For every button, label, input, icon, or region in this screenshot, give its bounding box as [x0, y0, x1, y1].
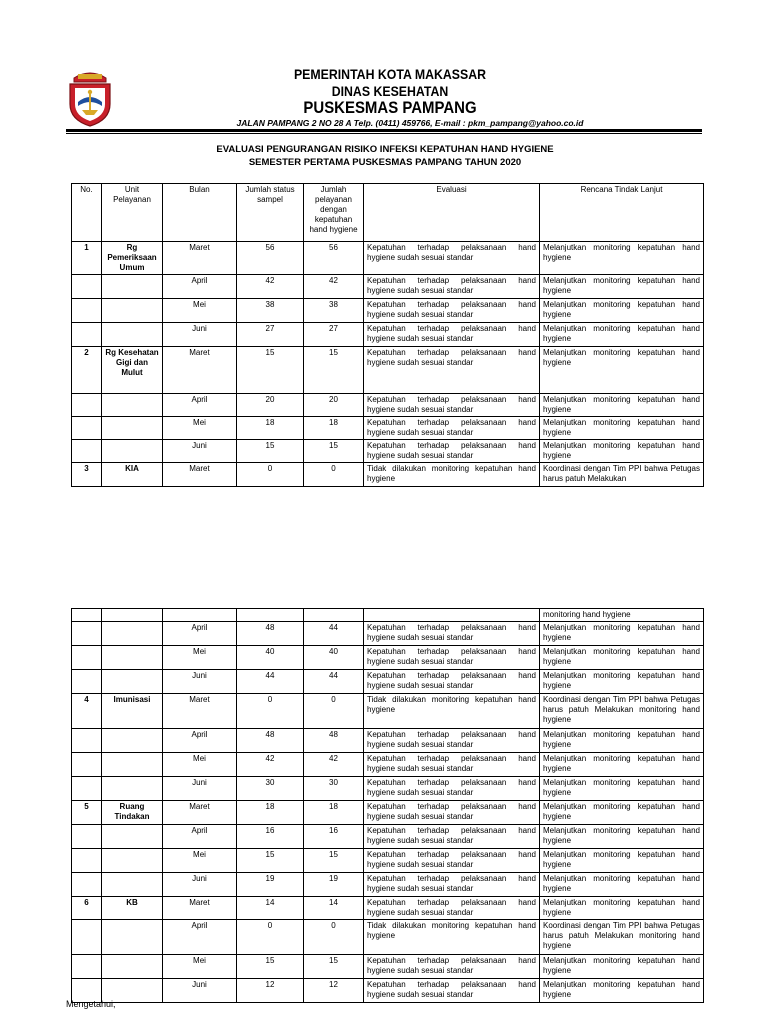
- cell-unit: [102, 670, 163, 694]
- cell-patuh: 16: [304, 825, 364, 849]
- cell-evaluasi: Kepatuhan terhadap pelaksanaan hand hygiene sudah sesuai standar: [364, 417, 540, 440]
- cell-patuh: 18: [304, 417, 364, 440]
- cell-evaluasi: Kepatuhan terhadap pelaksanaan hand hygiene sudah sesuai standar: [364, 242, 540, 275]
- cell-rtl: Melanjutkan monitoring kepatuhan hand hygiene: [540, 873, 704, 897]
- cell-evaluasi: Kepatuhan terhadap pelaksanaan hand hygiene sudah sesuai standar: [364, 955, 540, 979]
- cell-evaluasi: Kepatuhan terhadap pelaksanaan hand hygiene sudah sesuai standar: [364, 323, 540, 347]
- cell-patuh: 12: [304, 979, 364, 1003]
- cell-rtl: Melanjutkan monitoring kepatuhan hand hygiene: [540, 394, 704, 417]
- cell-evaluasi: Kepatuhan terhadap pelaksanaan hand hygiene sudah sesuai standar: [364, 801, 540, 825]
- cell-unit: [102, 729, 163, 753]
- cell-evaluasi: [364, 609, 540, 622]
- cell-unit: Rg Pemeriksaan Umum: [102, 242, 163, 275]
- cell-bulan: Mei: [163, 417, 237, 440]
- cell-sampel: 0: [237, 463, 304, 487]
- header-address: JALAN PAMPANG 2 NO 28 A Telp. (0411) 459766, E-mail : pkm_pampang@yahoo.co.id: [236, 118, 584, 128]
- col-header-unit: Unit Pelayanan: [102, 184, 163, 242]
- cell-unit: [102, 753, 163, 777]
- cell-bulan: April: [163, 275, 237, 299]
- cell-no: [72, 394, 102, 417]
- header-rule-thin: [66, 133, 702, 134]
- cell-no: [72, 777, 102, 801]
- table-row: [72, 646, 704, 670]
- cell-sampel: 42: [237, 275, 304, 299]
- cell-sampel: 18: [237, 801, 304, 825]
- table-row: [72, 417, 704, 440]
- cell-no: [72, 920, 102, 955]
- cell-unit: [102, 275, 163, 299]
- table-row: [72, 979, 704, 1003]
- cell-patuh: 18: [304, 801, 364, 825]
- cell-rtl: Melanjutkan monitoring kepatuhan hand hygiene: [540, 242, 704, 275]
- table-row: [72, 825, 704, 849]
- cell-no: [72, 622, 102, 646]
- cell-rtl: Melanjutkan monitoring kepatuhan hand hygiene: [540, 955, 704, 979]
- cell-sampel: 48: [237, 729, 304, 753]
- table-row: [72, 753, 704, 777]
- cell-unit: [102, 394, 163, 417]
- cell-unit: KIA: [102, 463, 163, 487]
- table-row: [72, 299, 704, 323]
- cell-unit: [102, 622, 163, 646]
- cell-patuh: 56: [304, 242, 364, 275]
- cell-evaluasi: Kepatuhan terhadap pelaksanaan hand hygiene sudah sesuai standar: [364, 849, 540, 873]
- cell-patuh: 44: [304, 622, 364, 646]
- cell-bulan: Mei: [163, 753, 237, 777]
- cell-rtl: Melanjutkan monitoring kepatuhan hand hygiene: [540, 347, 704, 394]
- document-subtitle: SEMESTER PERTAMA PUSKESMAS PAMPANG TAHUN 2020: [248, 157, 522, 168]
- header-puskesmas: PUSKESMAS PAMPANG: [303, 98, 477, 117]
- cell-rtl: Melanjutkan monitoring kepatuhan hand hygiene: [540, 299, 704, 323]
- cell-patuh: 42: [304, 275, 364, 299]
- table-row: [72, 394, 704, 417]
- cell-sampel: 38: [237, 299, 304, 323]
- cell-sampel: 18: [237, 417, 304, 440]
- cell-evaluasi: Kepatuhan terhadap pelaksanaan hand hygiene sudah sesuai standar: [364, 777, 540, 801]
- cell-patuh: 14: [304, 897, 364, 920]
- cell-unit: [102, 825, 163, 849]
- cell-sampel: 48: [237, 622, 304, 646]
- cell-no: [72, 646, 102, 670]
- cell-rtl: Melanjutkan monitoring kepatuhan hand hygiene: [540, 801, 704, 825]
- cell-patuh: 0: [304, 694, 364, 729]
- cell-rtl: Melanjutkan monitoring kepatuhan hand hygiene: [540, 275, 704, 299]
- col-header-patuh: Jumlah pelayanan dengan kepatuhan hand hygiene: [304, 184, 364, 242]
- cell-evaluasi: Kepatuhan terhadap pelaksanaan hand hygiene sudah sesuai standar: [364, 299, 540, 323]
- table-row: [72, 323, 704, 347]
- cell-patuh: 38: [304, 299, 364, 323]
- cell-sampel: 40: [237, 646, 304, 670]
- cell-bulan: April: [163, 729, 237, 753]
- cell-patuh: 19: [304, 873, 364, 897]
- cell-no: [72, 275, 102, 299]
- cell-patuh: 40: [304, 646, 364, 670]
- cell-bulan: April: [163, 622, 237, 646]
- cell-sampel: 15: [237, 955, 304, 979]
- cell-no: [72, 299, 102, 323]
- col-header-rtl: Rencana Tindak Lanjut: [540, 184, 704, 242]
- cell-sampel: 27: [237, 323, 304, 347]
- cell-no: 3: [72, 463, 102, 487]
- evaluation-table-page-1: [71, 183, 704, 487]
- cell-unit: [102, 323, 163, 347]
- header-department: DINAS KESEHATAN: [331, 83, 449, 99]
- cell-evaluasi: Tidak dilakukan monitoring kepatuhan hand hygiene: [364, 920, 540, 955]
- cell-bulan: Maret: [163, 801, 237, 825]
- cell-bulan: [163, 609, 237, 622]
- table-row: [72, 609, 704, 622]
- cell-bulan: Maret: [163, 694, 237, 729]
- cell-no: [72, 323, 102, 347]
- cell-bulan: Mei: [163, 849, 237, 873]
- cell-evaluasi: Kepatuhan terhadap pelaksanaan hand hygiene sudah sesuai standar: [364, 646, 540, 670]
- cell-sampel: 15: [237, 347, 304, 394]
- cell-evaluasi: Kepatuhan terhadap pelaksanaan hand hygiene sudah sesuai standar: [364, 873, 540, 897]
- cell-patuh: [304, 609, 364, 622]
- header-government: PEMERINTAH KOTA MAKASSAR: [293, 66, 487, 82]
- cell-unit: [102, 920, 163, 955]
- cell-patuh: 0: [304, 920, 364, 955]
- cell-patuh: 27: [304, 323, 364, 347]
- footer-acknowledged-label: Mengetahui,: [66, 999, 116, 1009]
- cell-sampel: 20: [237, 394, 304, 417]
- cell-unit: [102, 646, 163, 670]
- cell-no: 4: [72, 694, 102, 729]
- cell-unit: [102, 417, 163, 440]
- cell-sampel: 14: [237, 897, 304, 920]
- cell-unit: Ruang Tindakan: [102, 801, 163, 825]
- cell-evaluasi: Kepatuhan terhadap pelaksanaan hand hygiene sudah sesuai standar: [364, 897, 540, 920]
- cell-patuh: 15: [304, 955, 364, 979]
- cell-bulan: Juni: [163, 873, 237, 897]
- table-row: [72, 955, 704, 979]
- cell-patuh: 44: [304, 670, 364, 694]
- cell-patuh: 0: [304, 463, 364, 487]
- header-rule-thick: [66, 129, 702, 132]
- cell-unit: [102, 955, 163, 979]
- cell-unit: [102, 777, 163, 801]
- cell-bulan: Juni: [163, 440, 237, 463]
- table-row: [72, 670, 704, 694]
- cell-unit: KB: [102, 897, 163, 920]
- cell-bulan: Maret: [163, 463, 237, 487]
- table-row: [72, 729, 704, 753]
- table-row: [72, 440, 704, 463]
- cell-sampel: 56: [237, 242, 304, 275]
- cell-no: 5: [72, 801, 102, 825]
- cell-unit: [102, 299, 163, 323]
- cell-bulan: Maret: [163, 347, 237, 394]
- cell-no: [72, 753, 102, 777]
- cell-no: [72, 417, 102, 440]
- cell-unit: Rg Kesehatan Gigi dan Mulut: [102, 347, 163, 394]
- table-row: [72, 275, 704, 299]
- cell-rtl: Melanjutkan monitoring kepatuhan hand hygiene: [540, 670, 704, 694]
- cell-rtl: monitoring hand hygiene: [540, 609, 704, 622]
- cell-unit: [102, 609, 163, 622]
- table-row: [72, 920, 704, 955]
- cell-rtl: Koordinasi dengan Tim PPI bahwa Petugas harus patuh Melakukan: [540, 463, 704, 487]
- cell-evaluasi: Kepatuhan terhadap pelaksanaan hand hygiene sudah sesuai standar: [364, 275, 540, 299]
- cell-no: [72, 873, 102, 897]
- cell-rtl: Koordinasi dengan Tim PPI bahwa Petugas harus patuh Melakukan monitoring hand hygiene: [540, 920, 704, 955]
- cell-rtl: Melanjutkan monitoring kepatuhan hand hygiene: [540, 979, 704, 1003]
- cell-evaluasi: Tidak dilakukan monitoring kepatuhan hand hygiene: [364, 463, 540, 487]
- cell-bulan: Juni: [163, 323, 237, 347]
- cell-evaluasi: Kepatuhan terhadap pelaksanaan hand hygiene sudah sesuai standar: [364, 670, 540, 694]
- cell-rtl: Melanjutkan monitoring kepatuhan hand hygiene: [540, 825, 704, 849]
- cell-bulan: Juni: [163, 979, 237, 1003]
- cell-rtl: Melanjutkan monitoring kepatuhan hand hygiene: [540, 323, 704, 347]
- cell-rtl: Melanjutkan monitoring kepatuhan hand hygiene: [540, 646, 704, 670]
- cell-no: [72, 955, 102, 979]
- col-header-bulan: Bulan: [163, 184, 237, 242]
- cell-no: 6: [72, 897, 102, 920]
- cell-sampel: 15: [237, 440, 304, 463]
- cell-sampel: [237, 609, 304, 622]
- table-row: [72, 849, 704, 873]
- cell-sampel: 0: [237, 694, 304, 729]
- cell-rtl: Melanjutkan monitoring kepatuhan hand hygiene: [540, 440, 704, 463]
- cell-bulan: Maret: [163, 897, 237, 920]
- cell-sampel: 19: [237, 873, 304, 897]
- cell-no: [72, 440, 102, 463]
- cell-evaluasi: Kepatuhan terhadap pelaksanaan hand hygiene sudah sesuai standar: [364, 622, 540, 646]
- cell-no: 1: [72, 242, 102, 275]
- city-emblem-logo: [64, 68, 116, 128]
- table-row: [72, 897, 704, 920]
- cell-patuh: 30: [304, 777, 364, 801]
- cell-bulan: April: [163, 920, 237, 955]
- cell-patuh: 20: [304, 394, 364, 417]
- cell-evaluasi: Kepatuhan terhadap pelaksanaan hand hygiene sudah sesuai standar: [364, 825, 540, 849]
- cell-rtl: Melanjutkan monitoring kepatuhan hand hygiene: [540, 753, 704, 777]
- cell-unit: [102, 873, 163, 897]
- evaluation-table-page-2: [71, 608, 704, 1003]
- cell-rtl: Melanjutkan monitoring kepatuhan hand hygiene: [540, 729, 704, 753]
- table-row: [72, 347, 704, 394]
- table-row: [72, 777, 704, 801]
- cell-no: [72, 849, 102, 873]
- table-row: [72, 873, 704, 897]
- cell-bulan: Juni: [163, 777, 237, 801]
- cell-sampel: 16: [237, 825, 304, 849]
- cell-patuh: 48: [304, 729, 364, 753]
- cell-evaluasi: Kepatuhan terhadap pelaksanaan hand hygiene sudah sesuai standar: [364, 979, 540, 1003]
- cell-bulan: Mei: [163, 955, 237, 979]
- cell-evaluasi: Tidak dilakukan monitoring kepatuhan hand hygiene: [364, 694, 540, 729]
- cell-evaluasi: Kepatuhan terhadap pelaksanaan hand hygiene sudah sesuai standar: [364, 729, 540, 753]
- cell-bulan: Mei: [163, 646, 237, 670]
- cell-evaluasi: Kepatuhan terhadap pelaksanaan hand hygiene sudah sesuai standar: [364, 440, 540, 463]
- cell-bulan: Maret: [163, 242, 237, 275]
- table-row: [72, 242, 704, 275]
- cell-evaluasi: Kepatuhan terhadap pelaksanaan hand hygiene sudah sesuai standar: [364, 347, 540, 394]
- cell-unit: [102, 849, 163, 873]
- cell-bulan: April: [163, 825, 237, 849]
- cell-patuh: 15: [304, 347, 364, 394]
- table-row: [72, 694, 704, 729]
- cell-sampel: 30: [237, 777, 304, 801]
- cell-sampel: 0: [237, 920, 304, 955]
- cell-bulan: Juni: [163, 670, 237, 694]
- cell-rtl: Melanjutkan monitoring kepatuhan hand hygiene: [540, 417, 704, 440]
- table-row: [72, 622, 704, 646]
- col-header-no: No.: [72, 184, 102, 242]
- cell-patuh: 15: [304, 849, 364, 873]
- cell-no: [72, 729, 102, 753]
- cell-no: [72, 825, 102, 849]
- cell-sampel: 42: [237, 753, 304, 777]
- cell-patuh: 15: [304, 440, 364, 463]
- cell-rtl: Melanjutkan monitoring kepatuhan hand hygiene: [540, 777, 704, 801]
- cell-bulan: April: [163, 394, 237, 417]
- col-header-sampel: Jumlah status sampel: [237, 184, 304, 242]
- cell-patuh: 42: [304, 753, 364, 777]
- cell-unit: Imunisasi: [102, 694, 163, 729]
- table-row: [72, 463, 704, 487]
- document-title: EVALUASI PENGURANGAN RISIKO INFEKSI KEPATUHAN HAND HYGIENE: [216, 144, 554, 155]
- col-header-evaluasi: Evaluasi: [364, 184, 540, 242]
- table-row: [72, 801, 704, 825]
- cell-rtl: Koordinasi dengan Tim PPI bahwa Petugas harus patuh Melakukan monitoring hand hygiene: [540, 694, 704, 729]
- cell-no: [72, 609, 102, 622]
- cell-sampel: 12: [237, 979, 304, 1003]
- cell-unit: [102, 440, 163, 463]
- cell-rtl: Melanjutkan monitoring kepatuhan hand hygiene: [540, 849, 704, 873]
- cell-sampel: 15: [237, 849, 304, 873]
- cell-bulan: Mei: [163, 299, 237, 323]
- cell-no: [72, 670, 102, 694]
- cell-no: 2: [72, 347, 102, 394]
- cell-sampel: 44: [237, 670, 304, 694]
- cell-evaluasi: Kepatuhan terhadap pelaksanaan hand hygiene sudah sesuai standar: [364, 753, 540, 777]
- cell-rtl: Melanjutkan monitoring kepatuhan hand hygiene: [540, 897, 704, 920]
- cell-evaluasi: Kepatuhan terhadap pelaksanaan hand hygiene sudah sesuai standar: [364, 394, 540, 417]
- cell-rtl: Melanjutkan monitoring kepatuhan hand hygiene: [540, 622, 704, 646]
